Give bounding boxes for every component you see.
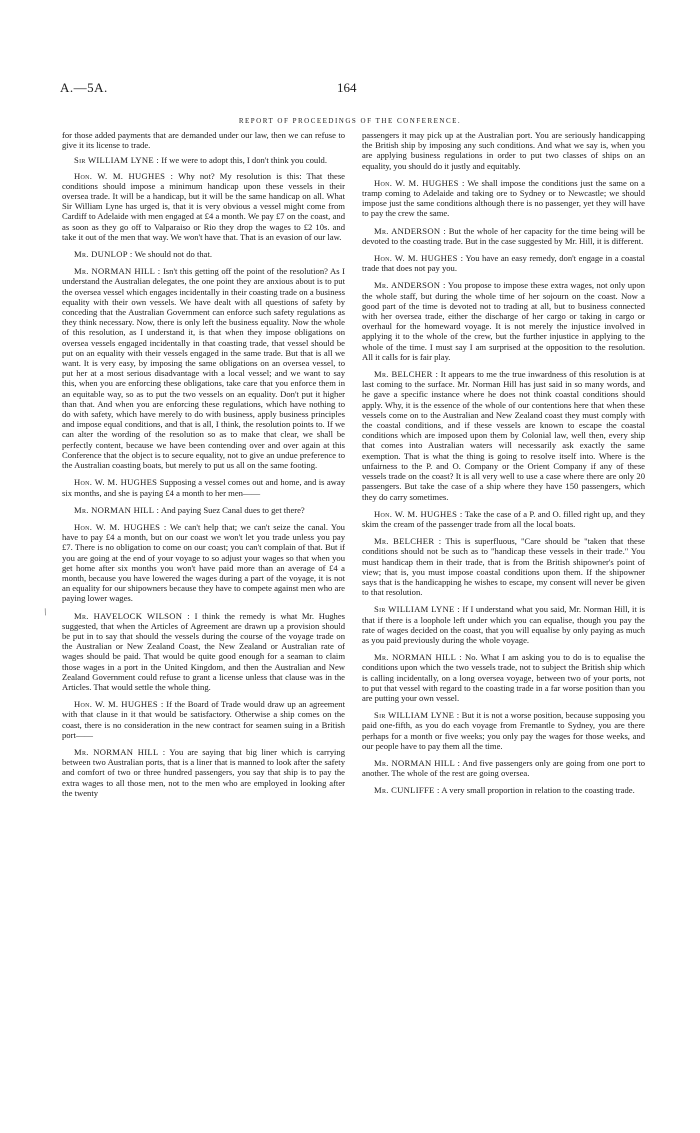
speaker-name: Hon. W. M. HUGHES :: [374, 177, 465, 188]
paragraph: [62, 130, 345, 150]
paragraph: [62, 266, 345, 470]
margin-mark: /: [42, 606, 49, 619]
speech-text: You have an easy remedy, don't engage in a coastal trade that does not pay you.: [362, 253, 645, 274]
speaker-name: Mr. NORMAN HILL :: [74, 266, 161, 277]
paragraph: [362, 226, 645, 246]
paragraph: [362, 536, 645, 597]
paragraph: [62, 505, 345, 515]
speech-text: Why not? My resolution is this: That these conditions should impose a minimum handicap upon these vessels in their oversea trade. It will be a handicap, but it will be the same handicap on all. What Sir William Lyne has urged is, that it is very obvious a vessel might come from Cardiff to Adelaide with men engaged at £4 a month. We pay £7 on the coast, and as soon as they go off to Valparaiso or Rio they drop the wages to £2 10s. and take it out of the men that way. We won't have that. That is an evasion of our law.: [62, 170, 345, 242]
speaker-name: Mr. DUNLOP :: [74, 249, 133, 260]
paragraph: [362, 253, 645, 273]
speech-text: Isn't this getting off the point of the resolution? As I understand the Australian delegates, the one point they are anxious about is to put the oversea vessel which engages incidentally in their coasting trade on a business equality with their own vessels. We have dealt with all questions of safety by conceding that the Australian Government can enforce such safety regulations as they think necessary. Now, there is only left the business equality. Now the whole of this resolution, as I understand it, is that when they impose obligations on oversea vessels engaged incidentally in that coasting trade, that vessel should be put on an equality with their vessels engaged in the same trade. But that is all we want. It is very easy, by imposing the same obligations on an oversea vessel, to put her at a most serious disadvantage with a local vessel; and we want to say this, when you are enforcing these obligations, take care that you enforce them in an equitable way, so as to put the two vessels on an equality. Don't put it higher than that. And when you are enforcing these regulations, which have nothing to do with safety, which have merely to do with business, apply business principles and impose equal conditions, and that is all, I think, the resolution points to. If we can alter the wording of the resolution so as to make that clear, we shall be perfectly content, because we have been contending over and over again at this Conference that the object is to secure equality, not to give an undue preference to the Australian coasting boats, but merely to put us all on the same footing.: [62, 266, 346, 471]
paragraph: [62, 611, 345, 693]
speech-text: But the whole of her capacity for the time being will be devoted to the coasting trade. But in the case suggested by Mr. Hill, it is different.: [362, 225, 646, 246]
paragraph: [362, 652, 645, 703]
speaker-name: Hon. W. M. HUGHES :: [74, 521, 167, 532]
speech-text: No. What I am asking you to do is to equalise the conditions upon which the two vessels trade, not to subject the British ship which is calling incidentally, on a long oversea voyage, between two of your ports, not to put that vessel with regard to the coasting trade in a far worse position than you are putting your own vessel.: [362, 652, 645, 703]
speech-text: But it is not a worse position, because supposing you paid one-fifth, as you do each voyage from Fremantle to Sydney, you are there perhaps for a month or five weeks; you only pay the wages for those weeks, and our people have to pay them all the time.: [362, 710, 646, 751]
speech-text: It appears to me the true inwardness of this resolution is at last coming to the surface. Mr. Norman Hill has just said in so many words, and he gave a specific instance where he does not think coastal conditions should apply. Why, it is the essence of the whole of our contentions here that when these vessels come on to the Australian and New Zealand coast they must comply with the coastal conditions, and if these vessels are known to escape the coastal conditions which are imposed upon them by Colonial law, well then, every ship that comes into Australian waters will necessarily ask exactly the same exemption. That is what the thing is going to resolve itself into. Where is the unfairness to the P. and O. Company or the Orient Company if any of these vessels trade on the coast? It is all very well to use a case where there are only 20 passengers. But take the case of a ship where they have 150 passengers, which they do carry sometimes.: [362, 369, 645, 502]
speech-text: This is superfluous, "Care should be "taken that these conditions should not be such as to "handicap these vessels in their trade." You must handicap them in their trade, that is from the British shipowner's point of view; that is, you must impose coastal conditions upon them. If the shipowner says that is the handicapping he wishes to escape, my consent will never be given to that resolution.: [362, 536, 645, 598]
speech-text: We can't help that; we can't seize the canal. You have to pay £4 a month, but on our coast we won't let you trade unless you pay £7. There is no obligation to come on our coast; you can't complain of that. But if you are going at the end of your voyage to so adjust your wages so that when you get home after six months you won't have paid more than an average of £4 a month, because you have lowered the wages during a part of the voyage, it is not an equality for our shipowners because they have to compete against men who are paying lower wages.: [62, 521, 345, 604]
speaker-name: Sir WILLIAM LYNE :: [374, 604, 460, 615]
speaker-name: Hon. W. M. HUGHES :: [374, 253, 464, 264]
speaker-name: Mr. ANDERSON :: [374, 225, 447, 236]
speech-text: passengers it may pick up at the Australian port. You are seriously handicapping the British ship by imposing any such conditions. And what we say is, when you are applying business regulations in order to put two classes of ships on an equality, you should do it justly and equitably.: [362, 130, 645, 171]
speech-text: And five passengers only are going from one port to another. The whole of the rest are going oversea.: [362, 757, 645, 779]
speech-text: We should not do that.: [132, 249, 212, 260]
paragraph: [362, 604, 645, 645]
paragraph: [62, 155, 345, 165]
speech-text: Supposing a vessel comes out and home, and is away six months, and she is paying £4 a month to her men——: [62, 477, 346, 498]
paragraph: [362, 178, 645, 219]
speaker-name: Hon. W. M. HUGHES: [74, 477, 158, 488]
speech-text: Take the case of a P. and O. filled right up, and they skim the cream of the passenger trade from all the local boats.: [362, 508, 645, 529]
speech-text: I think the remedy is what Mr. Hughes suggested, that when the Articles of Agreement are drawn up a provision should be put in to say that should the vessels during the course of the voyage trade on the Australian or New Zealand Coast, the New Zealand or Australian rate of wages should be paid. That would be quite good enough for a seaman to claim those wages in a port in the United Kingdom, and then the Australian and New Zealand Government could refuse to grant a license unless that clause was in the Articles. That would settle the whole thing.: [62, 610, 345, 692]
speaker-name: Hon. W. M. HUGHES :: [374, 508, 463, 519]
paragraph: [62, 171, 345, 242]
paragraph: [362, 785, 645, 795]
speaker-name: Hon. W. M. HUGHES :: [74, 699, 164, 710]
speech-text: A very small proportion in relation to the coasting trade.: [439, 785, 635, 796]
speech-text: for those added payments that are demanded under our law, then we can refuse to give it its license to trade.: [62, 130, 345, 151]
speaker-name: Mr. BELCHER :: [374, 536, 442, 547]
speech-text: You propose to impose these extra wages, not only upon the whole staff, but during the whole time of her sojourn on the coast. Now a good part of the time is devoted not to trading at all, but to business connected with her oversea trade, either the discharge of her cargo or taking in cargo or overhaul for the homeward voyage. It is not merely the injustice involved in applying it to the whole of the crew, but the further injustice in applying to the whole of the time. I must say I am surprised at the opposition to the resolution. All it calls for is fair play.: [362, 280, 645, 362]
speaker-name: Mr. NORMAN HILL :: [74, 746, 166, 757]
speech-text: If I understand what you said, Mr. Norman Hill, it is that if there is a loophole left under which you can equalise, though you pay the rate of wages decided on the coast, that you will equalise by only paying as much as you paid previously during the whole voyage.: [362, 604, 645, 645]
speech-text: And paying Suez Canal dues to get there?: [159, 504, 305, 515]
right-column: [362, 130, 645, 803]
speaker-name: Mr. HAVELOCK WILSON :: [74, 610, 190, 621]
paragraph: [362, 369, 645, 502]
paragraph: [362, 280, 645, 362]
paper-reference: A.—5A.: [60, 80, 108, 95]
speaker-name: Mr. NORMAN HILL :: [74, 504, 160, 515]
speaker-name: Mr. CUNLIFFE :: [374, 785, 440, 796]
speech-text: You are saying that big liner which is carrying between two Australian ports, that is a liner that is manned to look after the safety and comfort of two or three hundred passengers, you say that ship is to pay the extra wages to all those men, not to the men who are employed in looking after the twenty: [62, 746, 346, 798]
running-title: REPORT OF PROCEEDINGS OF THE CONFERENCE.: [238, 117, 462, 125]
speaker-name: Mr. NORMAN HILL :: [374, 652, 462, 663]
paragraph: [62, 699, 345, 740]
left-column: [62, 130, 345, 805]
paragraph: [362, 758, 645, 778]
speech-text: If the Board of Trade would draw up an agreement with that clause in it that would be satisfactory. Otherwise a ship comes on the coast, there is no consideration in the new contract for seamen suing in a British port——: [62, 699, 345, 740]
speaker-name: Mr. ANDERSON :: [374, 280, 446, 291]
paragraph: [62, 522, 345, 604]
page-number: 164: [337, 80, 357, 95]
speaker-name: Sir WILLIAM LYNE :: [374, 710, 460, 721]
speech-text: We shall impose the conditions just the same on a tramp coming to Adelaide and taking ore to Sydney or to Newcastle; we should impose just the same conditions although there is no passenger, yet they will have to pay the crew the same.: [362, 177, 645, 219]
speaker-name: Mr. NORMAN HILL :: [374, 757, 461, 768]
paragraph: [62, 249, 345, 259]
paragraph: [62, 747, 345, 798]
paragraph: [362, 509, 645, 529]
speaker-name: Hon. W. M. HUGHES :: [74, 170, 174, 181]
paragraph: [362, 130, 645, 171]
speaker-name: Mr. BELCHER :: [374, 369, 439, 380]
paragraph: [62, 477, 345, 497]
paragraph: [362, 710, 645, 751]
speaker-name: Sir WILLIAM LYNE :: [74, 155, 160, 166]
speech-text: If we were to adopt this, I don't think you could.: [159, 155, 327, 166]
